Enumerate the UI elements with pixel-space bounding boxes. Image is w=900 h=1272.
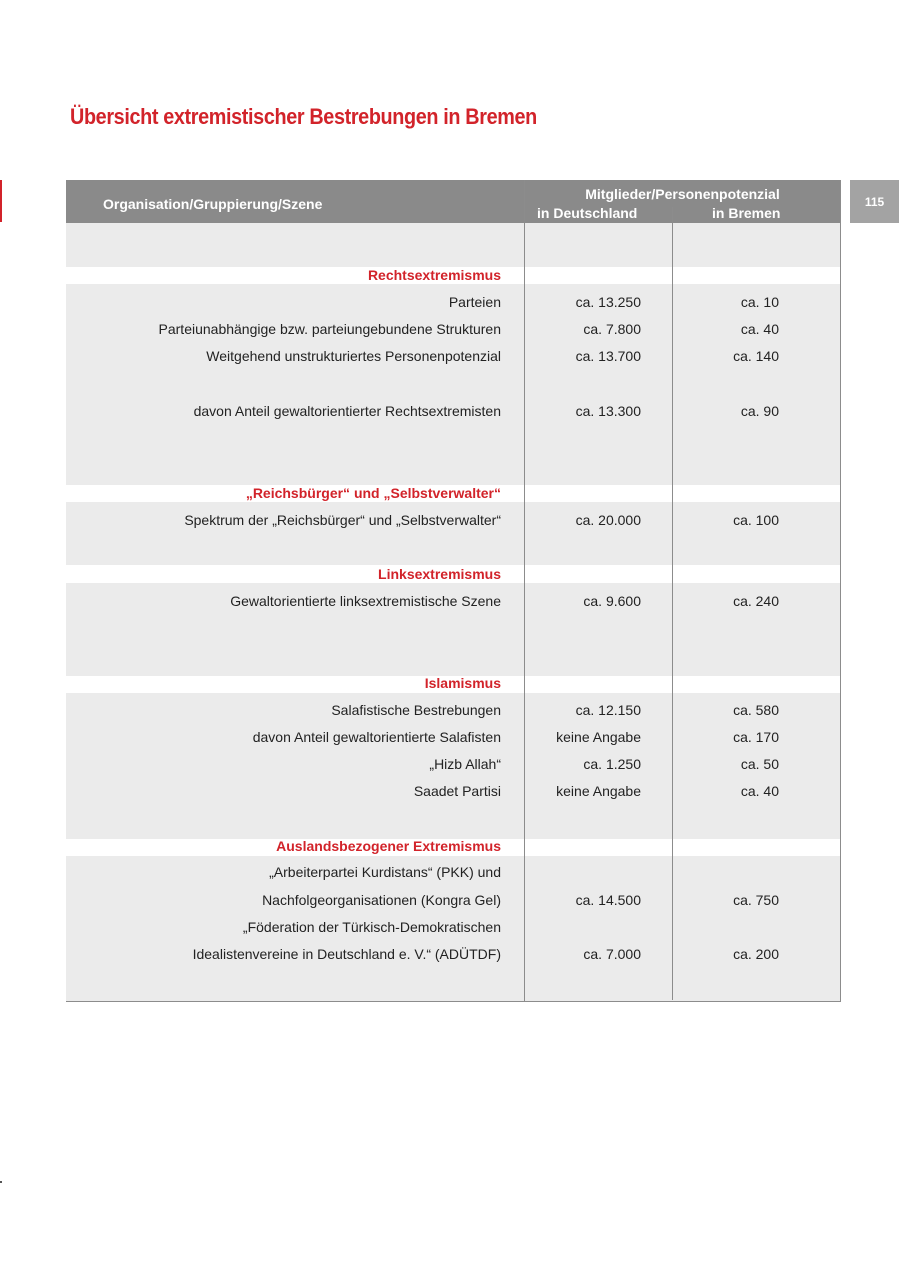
table-row: Parteiunabhängige bzw. parteiungebundene Strukturen ca. 7.800 ca. 40 — [158, 321, 779, 337]
table-bottom-border — [66, 1001, 841, 1002]
table-row: Nachfolgeorganisationen (Kongra Gel) ca. 14.500 ca. 750 — [262, 892, 779, 908]
table-row: Salafistische Bestrebungen ca. 12.150 ca. 580 — [331, 702, 779, 718]
section-heading-reichsbuerger: „Reichsbürger“ und „Selbstverwalter“ — [245, 485, 501, 501]
page-title: Übersicht extremistischer Bestrebungen in Bremen — [70, 104, 537, 129]
table-row: „Arbeiterpartei Kurdistans“ (PKK) und — [269, 864, 501, 880]
section-heading-auslandsbezogen: Auslandsbezogener Extremismus — [276, 838, 501, 854]
edge-dot — [0, 1181, 2, 1183]
header-germany: in Deutschland — [537, 205, 638, 221]
table-row: Parteien ca. 13.250 ca. 10 — [448, 294, 779, 310]
header-bremen: in Bremen — [712, 205, 781, 221]
page-number: 115 — [850, 180, 899, 223]
table-row: Spektrum der „Reichsbürger“ und „Selbstverwalter“ ca. 20.000 ca. 100 — [184, 512, 779, 528]
table-band — [66, 284, 841, 485]
edge-mark — [0, 180, 2, 222]
table-row: Idealistenvereine in Deutschland e. V.“ (ADÜTDF) ca. 7.000 ca. 200 — [192, 946, 779, 962]
header-members: Mitglieder/Personenpotenzial — [585, 186, 780, 202]
header-organisation: Organisation/Gruppierung/Szene — [103, 196, 323, 212]
table-band — [66, 223, 841, 267]
table-row: „Hizb Allah“ ca. 1.250 ca. 50 — [429, 756, 779, 772]
table-row: Gewaltorientierte linksextremistische Szene ca. 9.600 ca. 240 — [230, 593, 779, 609]
table-row: „Föderation der Türkisch-Demokratischen — [242, 919, 501, 935]
section-heading-linksextremismus: Linksextremismus — [378, 566, 501, 582]
table-row: Saadet Partisi keine Angabe ca. 40 — [413, 783, 779, 799]
table-row: davon Anteil gewaltorientierter Rechtsextremisten ca. 13.300 ca. 90 — [193, 403, 779, 419]
section-heading-rechtsextremismus: Rechtsextremismus — [367, 267, 501, 283]
table-header — [66, 180, 841, 223]
table-row: Weitgehend unstrukturiertes Personenpotenzial ca. 13.700 ca. 140 — [206, 348, 779, 364]
table-row: davon Anteil gewaltorientierte Salafisten keine Angabe ca. 170 — [252, 729, 779, 745]
section-heading-islamismus: Islamismus — [424, 675, 501, 691]
